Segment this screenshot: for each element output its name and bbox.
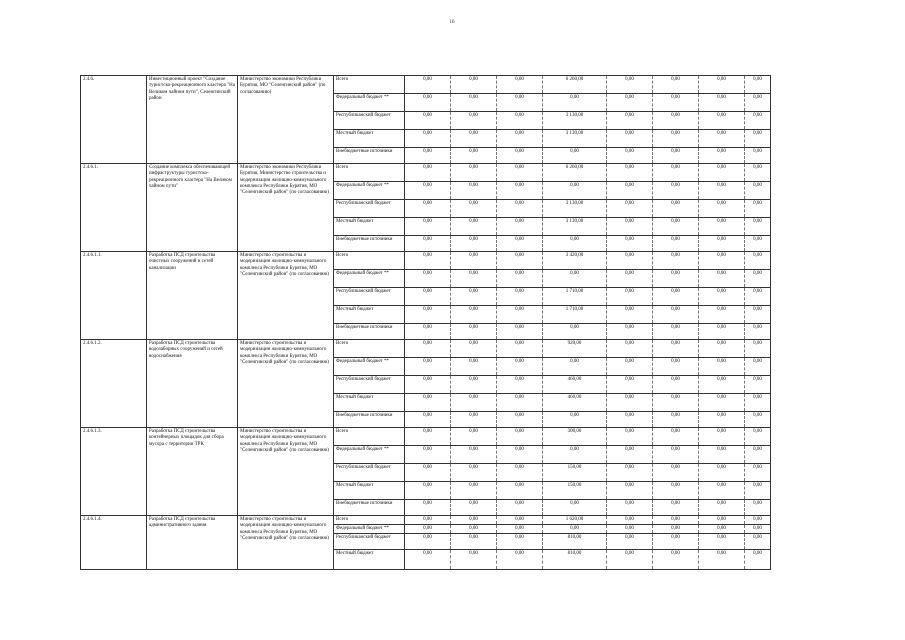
project-name: Разработка ПСД строительства очистных сооружений и сетей канализации [147, 252, 238, 340]
amount-cell: 0,00 [699, 394, 745, 412]
funding-source: Федеральный бюджет ** [334, 358, 405, 376]
amount-cell: 0,00 [451, 446, 497, 464]
funding-source: Местный бюджет [334, 394, 405, 412]
amount-cell: 0,00 [607, 164, 653, 182]
amount-cell: 0,00 [497, 94, 543, 112]
amount-cell: 0,00 [607, 340, 653, 358]
amount-cell: 0,00 [653, 218, 699, 236]
amount-cell: 150,00 [543, 482, 607, 500]
amount-cell: 810,00 [543, 534, 607, 550]
budget-table [80, 75, 771, 570]
funding-source: Всего [334, 164, 405, 182]
amount-cell: 0,00 [653, 148, 699, 164]
amount-cell: 0,00 [745, 412, 771, 428]
amount-cell: 6 260,00 [543, 76, 607, 94]
responsible-executor: Министерство строительства и модернизации жилищно-коммунального комплекса Республики Бурятия, МО "Селенгинский район" (по согласованию) [238, 516, 334, 570]
amount-cell: 0,00 [699, 525, 745, 534]
amount-cell: 0,00 [451, 394, 497, 412]
amount-cell: 0,00 [653, 324, 699, 340]
amount-cell: 0,00 [745, 376, 771, 394]
amount-cell: 0,00 [451, 534, 497, 550]
amount-cell: 0,00 [745, 464, 771, 482]
amount-cell: 0,00 [699, 252, 745, 270]
budget-table-body [81, 76, 771, 570]
amount-cell: 0,00 [607, 130, 653, 148]
amount-cell: 0,00 [405, 550, 451, 570]
amount-cell: 0,00 [745, 236, 771, 252]
amount-cell: 0,00 [653, 428, 699, 446]
funding-source: Местный бюджет [334, 306, 405, 324]
amount-cell: 0,00 [699, 500, 745, 516]
amount-cell: 0,00 [451, 306, 497, 324]
project-name: Разработка ПСД строительства контейнерных площадок для сбора мусора с территории ТРК [147, 428, 238, 516]
amount-cell: 0,00 [405, 428, 451, 446]
amount-cell: 0,00 [607, 252, 653, 270]
amount-cell: 0,00 [607, 200, 653, 218]
amount-cell: 0,00 [451, 76, 497, 94]
funding-source: Местный бюджет [334, 550, 405, 570]
amount-cell: 0,00 [699, 482, 745, 500]
amount-cell: 0,00 [451, 428, 497, 446]
amount-cell: 1 710,00 [543, 306, 607, 324]
funding-source: Всего [334, 340, 405, 358]
funding-source: Федеральный бюджет ** [334, 446, 405, 464]
amount-cell: 0,00 [653, 130, 699, 148]
budget-row [81, 340, 771, 358]
amount-cell: 0,00 [497, 218, 543, 236]
project-code: 2.4.6.1. [81, 164, 147, 252]
amount-cell: 0,00 [653, 550, 699, 570]
amount-cell: 0,00 [543, 236, 607, 252]
amount-cell: 0,00 [745, 130, 771, 148]
amount-cell: 0,00 [497, 525, 543, 534]
budget-row [81, 164, 771, 182]
amount-cell: 0,00 [497, 516, 543, 525]
funding-source: Всего [334, 428, 405, 446]
amount-cell: 0,00 [497, 428, 543, 446]
amount-cell: 0,00 [497, 112, 543, 130]
funding-source: Республиканский бюджет [334, 288, 405, 306]
amount-cell: 0,00 [699, 94, 745, 112]
amount-cell: 0,00 [405, 112, 451, 130]
amount-cell: 0,00 [745, 164, 771, 182]
amount-cell: 0,00 [497, 76, 543, 94]
amount-cell: 0,00 [405, 218, 451, 236]
amount-cell: 0,00 [653, 200, 699, 218]
funding-source: Республиканский бюджет [334, 200, 405, 218]
amount-cell: 0,00 [543, 412, 607, 428]
amount-cell: 0,00 [745, 324, 771, 340]
amount-cell: 0,00 [543, 525, 607, 534]
amount-cell: 0,00 [653, 525, 699, 534]
amount-cell: 0,00 [497, 306, 543, 324]
amount-cell: 0,00 [405, 76, 451, 94]
funding-source: Местный бюджет [334, 482, 405, 500]
amount-cell: 300,00 [543, 428, 607, 446]
funding-source: Республиканский бюджет [334, 464, 405, 482]
amount-cell: 0,00 [405, 306, 451, 324]
amount-cell: 0,00 [745, 218, 771, 236]
amount-cell: 0,00 [653, 464, 699, 482]
amount-cell: 0,00 [699, 288, 745, 306]
amount-cell: 0,00 [607, 236, 653, 252]
amount-cell: 0,00 [699, 516, 745, 525]
amount-cell: 0,00 [543, 182, 607, 200]
amount-cell: 0,00 [699, 412, 745, 428]
amount-cell: 0,00 [653, 252, 699, 270]
amount-cell: 0,00 [405, 182, 451, 200]
funding-source: Республиканский бюджет [334, 112, 405, 130]
amount-cell: 3 420,00 [543, 252, 607, 270]
amount-cell: 0,00 [699, 534, 745, 550]
amount-cell: 0,00 [405, 464, 451, 482]
responsible-executor: Министерство экономики Республики Бурятия, Министерство строительства и модернизации жилищно-коммунального комплекса Республики Бурятия, МО "Селенгинский район" (по согласованию) [238, 164, 334, 252]
amount-cell: 0,00 [543, 324, 607, 340]
amount-cell: 0,00 [405, 500, 451, 516]
amount-cell: 0,00 [497, 252, 543, 270]
amount-cell: 0,00 [653, 236, 699, 252]
amount-cell: 0,00 [745, 428, 771, 446]
amount-cell: 0,00 [405, 164, 451, 182]
amount-cell: 0,00 [745, 112, 771, 130]
budget-row [81, 428, 771, 446]
amount-cell: 0,00 [405, 394, 451, 412]
amount-cell: 0,00 [497, 464, 543, 482]
amount-cell: 0,00 [451, 412, 497, 428]
amount-cell: 0,00 [653, 534, 699, 550]
amount-cell: 3 130,00 [543, 218, 607, 236]
amount-cell: 0,00 [653, 412, 699, 428]
amount-cell: 0,00 [699, 130, 745, 148]
amount-cell: 0,00 [653, 76, 699, 94]
amount-cell: 0,00 [451, 340, 497, 358]
amount-cell: 3 130,00 [543, 112, 607, 130]
amount-cell: 0,00 [745, 516, 771, 525]
amount-cell: 920,00 [543, 340, 607, 358]
amount-cell: 0,00 [451, 516, 497, 525]
funding-source: Внебюджетные источники [334, 500, 405, 516]
amount-cell: 0,00 [653, 394, 699, 412]
amount-cell: 3 130,00 [543, 200, 607, 218]
amount-cell: 0,00 [607, 148, 653, 164]
funding-source: Федеральный бюджет ** [334, 270, 405, 288]
amount-cell: 0,00 [607, 288, 653, 306]
amount-cell: 0,00 [405, 94, 451, 112]
amount-cell: 0,00 [699, 446, 745, 464]
funding-source: Местный бюджет [334, 130, 405, 148]
project-code: 2.4.6.1.3. [81, 428, 147, 516]
amount-cell: 0,00 [405, 340, 451, 358]
amount-cell: 0,00 [699, 464, 745, 482]
amount-cell: 0,00 [745, 288, 771, 306]
amount-cell: 0,00 [497, 376, 543, 394]
amount-cell: 0,00 [607, 482, 653, 500]
amount-cell: 0,00 [451, 376, 497, 394]
amount-cell: 0,00 [653, 182, 699, 200]
amount-cell: 0,00 [745, 482, 771, 500]
amount-cell: 6 260,00 [543, 164, 607, 182]
amount-cell: 0,00 [607, 394, 653, 412]
amount-cell: 0,00 [699, 218, 745, 236]
project-name: Инвестиционный проект "Создание туристско-рекреационного кластера "На Великом чайном пути", Селенгинский район [147, 76, 238, 164]
amount-cell: 0,00 [745, 446, 771, 464]
amount-cell: 0,00 [497, 534, 543, 550]
amount-cell: 0,00 [745, 550, 771, 570]
amount-cell: 0,00 [745, 340, 771, 358]
amount-cell: 0,00 [543, 446, 607, 464]
amount-cell: 0,00 [653, 516, 699, 525]
amount-cell: 0,00 [497, 324, 543, 340]
amount-cell: 460,00 [543, 376, 607, 394]
amount-cell: 0,00 [405, 446, 451, 464]
amount-cell: 0,00 [405, 525, 451, 534]
amount-cell: 1 710,00 [543, 288, 607, 306]
amount-cell: 0,00 [405, 252, 451, 270]
budget-row [81, 252, 771, 270]
amount-cell: 0,00 [451, 324, 497, 340]
amount-cell: 0,00 [653, 270, 699, 288]
amount-cell: 0,00 [405, 270, 451, 288]
amount-cell: 0,00 [745, 500, 771, 516]
funding-source: Республиканский бюджет [334, 534, 405, 550]
amount-cell: 0,00 [451, 164, 497, 182]
amount-cell: 0,00 [607, 324, 653, 340]
amount-cell: 0,00 [497, 412, 543, 428]
amount-cell: 0,00 [607, 464, 653, 482]
amount-cell: 0,00 [497, 270, 543, 288]
amount-cell: 0,00 [607, 76, 653, 94]
amount-cell: 0,00 [451, 112, 497, 130]
amount-cell: 150,00 [543, 464, 607, 482]
funding-source: Внебюджетные источники [334, 412, 405, 428]
amount-cell: 0,00 [653, 500, 699, 516]
amount-cell: 0,00 [607, 550, 653, 570]
amount-cell: 0,00 [497, 130, 543, 148]
amount-cell: 0,00 [543, 148, 607, 164]
amount-cell: 0,00 [451, 464, 497, 482]
amount-cell: 0,00 [653, 482, 699, 500]
amount-cell: 0,00 [497, 394, 543, 412]
project-name: Разработка ПСД строительства административного здания [147, 516, 238, 570]
amount-cell: 0,00 [451, 500, 497, 516]
amount-cell: 0,00 [607, 446, 653, 464]
responsible-executor: Министерство строительства и модернизации жилищно-коммунального комплекса Республики Бурятия, МО "Селенгинский район" (по согласованию) [238, 428, 334, 516]
amount-cell: 0,00 [451, 482, 497, 500]
project-code: 2.4.6.1.1. [81, 252, 147, 340]
amount-cell: 0,00 [405, 376, 451, 394]
amount-cell: 0,00 [451, 94, 497, 112]
budget-row [81, 516, 771, 525]
amount-cell: 0,00 [653, 376, 699, 394]
amount-cell: 0,00 [607, 94, 653, 112]
amount-cell: 0,00 [405, 148, 451, 164]
funding-source: Внебюджетные источники [334, 236, 405, 252]
amount-cell: 0,00 [745, 270, 771, 288]
project-name: Разработка ПСД строительства водозаборных сооружений и сетей водоснабжения [147, 340, 238, 428]
amount-cell: 0,00 [497, 550, 543, 570]
funding-source: Республиканский бюджет [334, 376, 405, 394]
amount-cell: 0,00 [653, 94, 699, 112]
amount-cell: 0,00 [405, 200, 451, 218]
amount-cell: 3 130,00 [543, 130, 607, 148]
amount-cell: 0,00 [405, 358, 451, 376]
amount-cell: 0,00 [451, 200, 497, 218]
amount-cell: 810,00 [543, 550, 607, 570]
amount-cell: 0,00 [745, 252, 771, 270]
amount-cell: 0,00 [405, 236, 451, 252]
funding-source: Всего [334, 76, 405, 94]
responsible-executor: Министерство экономики Республики Бурятия, МО "Селенгинский район" (по согласованию) [238, 76, 334, 164]
amount-cell: 0,00 [607, 112, 653, 130]
amount-cell: 0,00 [653, 164, 699, 182]
amount-cell: 0,00 [653, 340, 699, 358]
amount-cell: 0,00 [699, 340, 745, 358]
amount-cell: 0,00 [543, 270, 607, 288]
amount-cell: 0,00 [451, 270, 497, 288]
amount-cell: 0,00 [497, 482, 543, 500]
project-name: Создание комплекса обеспечивающей инфраструктуры туристско-рекреационного кластера "На Великом чайном пути" [147, 164, 238, 252]
amount-cell: 0,00 [607, 182, 653, 200]
amount-cell: 0,00 [451, 358, 497, 376]
amount-cell: 0,00 [653, 306, 699, 324]
amount-cell: 0,00 [745, 306, 771, 324]
amount-cell: 0,00 [405, 534, 451, 550]
amount-cell: 0,00 [653, 112, 699, 130]
amount-cell: 0,00 [653, 446, 699, 464]
amount-cell: 0,00 [745, 200, 771, 218]
page-number: 16 [449, 20, 455, 25]
amount-cell: 0,00 [745, 76, 771, 94]
amount-cell: 0,00 [699, 428, 745, 446]
amount-cell: 0,00 [607, 376, 653, 394]
amount-cell: 0,00 [451, 252, 497, 270]
amount-cell: 0,00 [451, 236, 497, 252]
amount-cell: 0,00 [607, 534, 653, 550]
amount-cell: 0,00 [543, 500, 607, 516]
amount-cell: 0,00 [699, 112, 745, 130]
amount-cell: 0,00 [543, 358, 607, 376]
amount-cell: 0,00 [745, 525, 771, 534]
funding-source: Федеральный бюджет ** [334, 525, 405, 534]
amount-cell: 0,00 [699, 182, 745, 200]
amount-cell: 0,00 [653, 288, 699, 306]
project-code: 2.4.6.1.2. [81, 340, 147, 428]
amount-cell: 0,00 [451, 525, 497, 534]
amount-cell: 0,00 [405, 288, 451, 306]
amount-cell: 0,00 [607, 525, 653, 534]
amount-cell: 0,00 [405, 516, 451, 525]
amount-cell: 0,00 [699, 550, 745, 570]
amount-cell: 0,00 [451, 218, 497, 236]
amount-cell: 0,00 [607, 516, 653, 525]
amount-cell: 0,00 [497, 358, 543, 376]
amount-cell: 0,00 [699, 200, 745, 218]
amount-cell: 0,00 [607, 500, 653, 516]
amount-cell: 0,00 [607, 218, 653, 236]
amount-cell: 0,00 [745, 94, 771, 112]
amount-cell: 0,00 [699, 236, 745, 252]
amount-cell: 0,00 [405, 130, 451, 148]
amount-cell: 0,00 [497, 164, 543, 182]
amount-cell: 0,00 [497, 446, 543, 464]
amount-cell: 0,00 [699, 164, 745, 182]
amount-cell: 0,00 [607, 306, 653, 324]
funding-source: Всего [334, 252, 405, 270]
amount-cell: 0,00 [405, 324, 451, 340]
amount-cell: 0,00 [607, 358, 653, 376]
amount-cell: 0,00 [653, 358, 699, 376]
budget-row [81, 76, 771, 94]
amount-cell: 0,00 [699, 148, 745, 164]
amount-cell: 0,00 [497, 340, 543, 358]
amount-cell: 0,00 [745, 358, 771, 376]
funding-source: Федеральный бюджет ** [334, 94, 405, 112]
amount-cell: 0,00 [699, 376, 745, 394]
funding-source: Местный бюджет [334, 218, 405, 236]
amount-cell: 0,00 [405, 482, 451, 500]
project-code: 2.4.6. [81, 76, 147, 164]
amount-cell: 0,00 [745, 394, 771, 412]
amount-cell: 0,00 [745, 148, 771, 164]
funding-source: Внебюджетные источники [334, 324, 405, 340]
amount-cell: 0,00 [451, 148, 497, 164]
amount-cell: 0,00 [451, 130, 497, 148]
funding-source: Федеральный бюджет ** [334, 182, 405, 200]
amount-cell: 0,00 [699, 270, 745, 288]
amount-cell: 0,00 [451, 182, 497, 200]
responsible-executor: Министерство строительства и модернизации жилищно-коммунального комплекса Республики Бурятия, МО "Селенгинский район" (по согласованию) [238, 252, 334, 340]
responsible-executor: Министерство строительства и модернизации жилищно-коммунального комплекса Республики Бурятия, МО "Селенгинский район" (по согласованию) [238, 340, 334, 428]
amount-cell: 0,00 [497, 288, 543, 306]
amount-cell: 0,00 [745, 534, 771, 550]
amount-cell: 0,00 [699, 324, 745, 340]
amount-cell: 0,00 [745, 182, 771, 200]
funding-source: Внебюджетные источники [334, 148, 405, 164]
amount-cell: 0,00 [405, 412, 451, 428]
amount-cell: 0,00 [497, 500, 543, 516]
amount-cell: 460,00 [543, 394, 607, 412]
project-code: 2.4.6.1.4. [81, 516, 147, 570]
amount-cell: 0,00 [451, 288, 497, 306]
amount-cell: 0,00 [497, 182, 543, 200]
amount-cell: 0,00 [607, 412, 653, 428]
amount-cell: 0,00 [497, 148, 543, 164]
amount-cell: 0,00 [497, 236, 543, 252]
amount-cell: 0,00 [497, 200, 543, 218]
amount-cell: 0,00 [699, 358, 745, 376]
amount-cell: 0,00 [607, 428, 653, 446]
amount-cell: 0,00 [699, 76, 745, 94]
funding-source: Всего [334, 516, 405, 525]
amount-cell: 0,00 [451, 550, 497, 570]
amount-cell: 0,00 [607, 270, 653, 288]
amount-cell: 1 620,00 [543, 516, 607, 525]
amount-cell: 0,00 [699, 306, 745, 324]
amount-cell: 0,00 [543, 94, 607, 112]
